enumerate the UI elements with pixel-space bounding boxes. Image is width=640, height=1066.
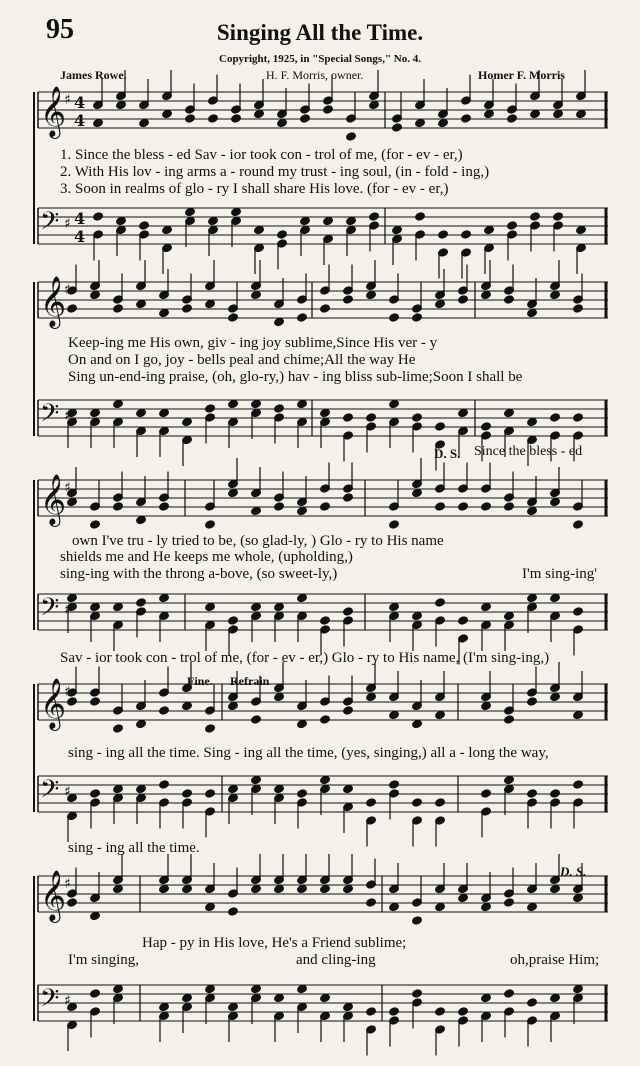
im-singing-label: I'm sing-ing' <box>522 566 597 582</box>
fine-label: Fine. <box>187 674 213 688</box>
svg-text:4: 4 <box>74 111 86 130</box>
svg-text:♯: ♯ <box>64 993 71 1009</box>
refrain-label: Refrain <box>230 674 270 688</box>
lyric-s2-verse2: On and on I go, joy - bells peal and chime;All the way He <box>68 352 416 368</box>
lyric-s3-verse1: own I've tru - ly tried to be, (so glad-ly, ) Glo - ry to His name <box>72 533 444 549</box>
lyric-s4: sing - ing all the time. Sing - ing all the time, (yes, singing,) all a - long the way, <box>68 745 549 761</box>
svg-text:♯: ♯ <box>64 784 71 800</box>
bass-lyric-s4: sing - ing all the time. <box>68 840 200 856</box>
svg-text:𝄞: 𝄞 <box>40 678 67 729</box>
svg-text:♯: ♯ <box>64 602 71 618</box>
lyric-s1-verse2: 2. With His lov - ing arms a - round my trust - ing soul, (in - fold - ing,) <box>60 164 490 180</box>
svg-text:𝄞: 𝄞 <box>40 870 67 921</box>
svg-text:♯: ♯ <box>64 92 71 108</box>
svg-text:𝄞: 𝄞 <box>40 474 67 525</box>
svg-text:𝄢: 𝄢 <box>40 399 60 434</box>
svg-text:♯: ♯ <box>64 408 71 424</box>
svg-text:♯: ♯ <box>64 876 71 892</box>
svg-text:4: 4 <box>74 93 86 112</box>
copyright-line: Copyright, 1925, in "Special Songs," No. 4. <box>219 53 421 65</box>
lyric-s5-left: I'm singing, <box>68 952 140 968</box>
lyric-s3-verse2: shields me and He keeps me whole, (upholding,) <box>60 549 353 565</box>
ds-text: Since the bless - ed <box>474 444 583 459</box>
composer-credit: Homer F. Morris <box>478 68 565 82</box>
svg-text:♯: ♯ <box>64 216 71 232</box>
svg-text:𝄢: 𝄢 <box>40 207 60 242</box>
page-number: 95 <box>46 14 74 45</box>
author-credit: James Rowe. <box>60 68 127 82</box>
lyric-s5-right: oh,praise Him; <box>510 952 600 968</box>
owner-credit: H. F. Morris, owner. <box>266 68 364 82</box>
lyric-s5: Hap - py in His love, He's a Friend sublime; <box>142 935 407 951</box>
lyric-s2-verse1: Keep-ing me His own, giv - ing joy sublime,Since His ver - y <box>68 335 438 351</box>
svg-text:𝄞: 𝄞 <box>40 86 67 137</box>
lyric-s5-mid: and cling-ing <box>296 952 376 968</box>
svg-text:𝄢: 𝄢 <box>40 984 60 1019</box>
svg-text:♯: ♯ <box>64 684 71 700</box>
svg-text:𝄢: 𝄢 <box>40 593 60 628</box>
lyric-s1-verse1: 1. Since the bless - ed Sav - ior took con - trol of me, (for - ev - er,) <box>60 147 463 163</box>
hymn-title: Singing All the Time. <box>216 20 424 45</box>
svg-text:4: 4 <box>74 227 86 246</box>
svg-text:♯: ♯ <box>64 480 71 496</box>
svg-text:𝄢: 𝄢 <box>40 775 60 810</box>
bass-lyric-s3: Sav - ior took con - trol of me, (for - ev - er,) Glo - ry to His name, (I'm sing-ing,) <box>60 650 550 666</box>
svg-text:♯: ♯ <box>64 282 71 298</box>
svg-text:4: 4 <box>74 209 86 228</box>
lyric-s2-verse3: Sing un-end-ing praise, (oh, glo-ry,) hav - ing bliss sub-lime;Soon I shall be <box>68 369 523 385</box>
ds-end-label: D. S. <box>560 864 587 879</box>
lyric-s3-verse3: sing-ing with the throng a-bove, (so sweet-ly,) <box>60 566 338 582</box>
ds-label: D. S. <box>434 446 461 461</box>
lyric-s1-verse3: 3. Soon in realms of glo - ry I shall share His love. (for - ev - er,) <box>60 181 449 197</box>
svg-text:𝄞: 𝄞 <box>40 276 67 327</box>
